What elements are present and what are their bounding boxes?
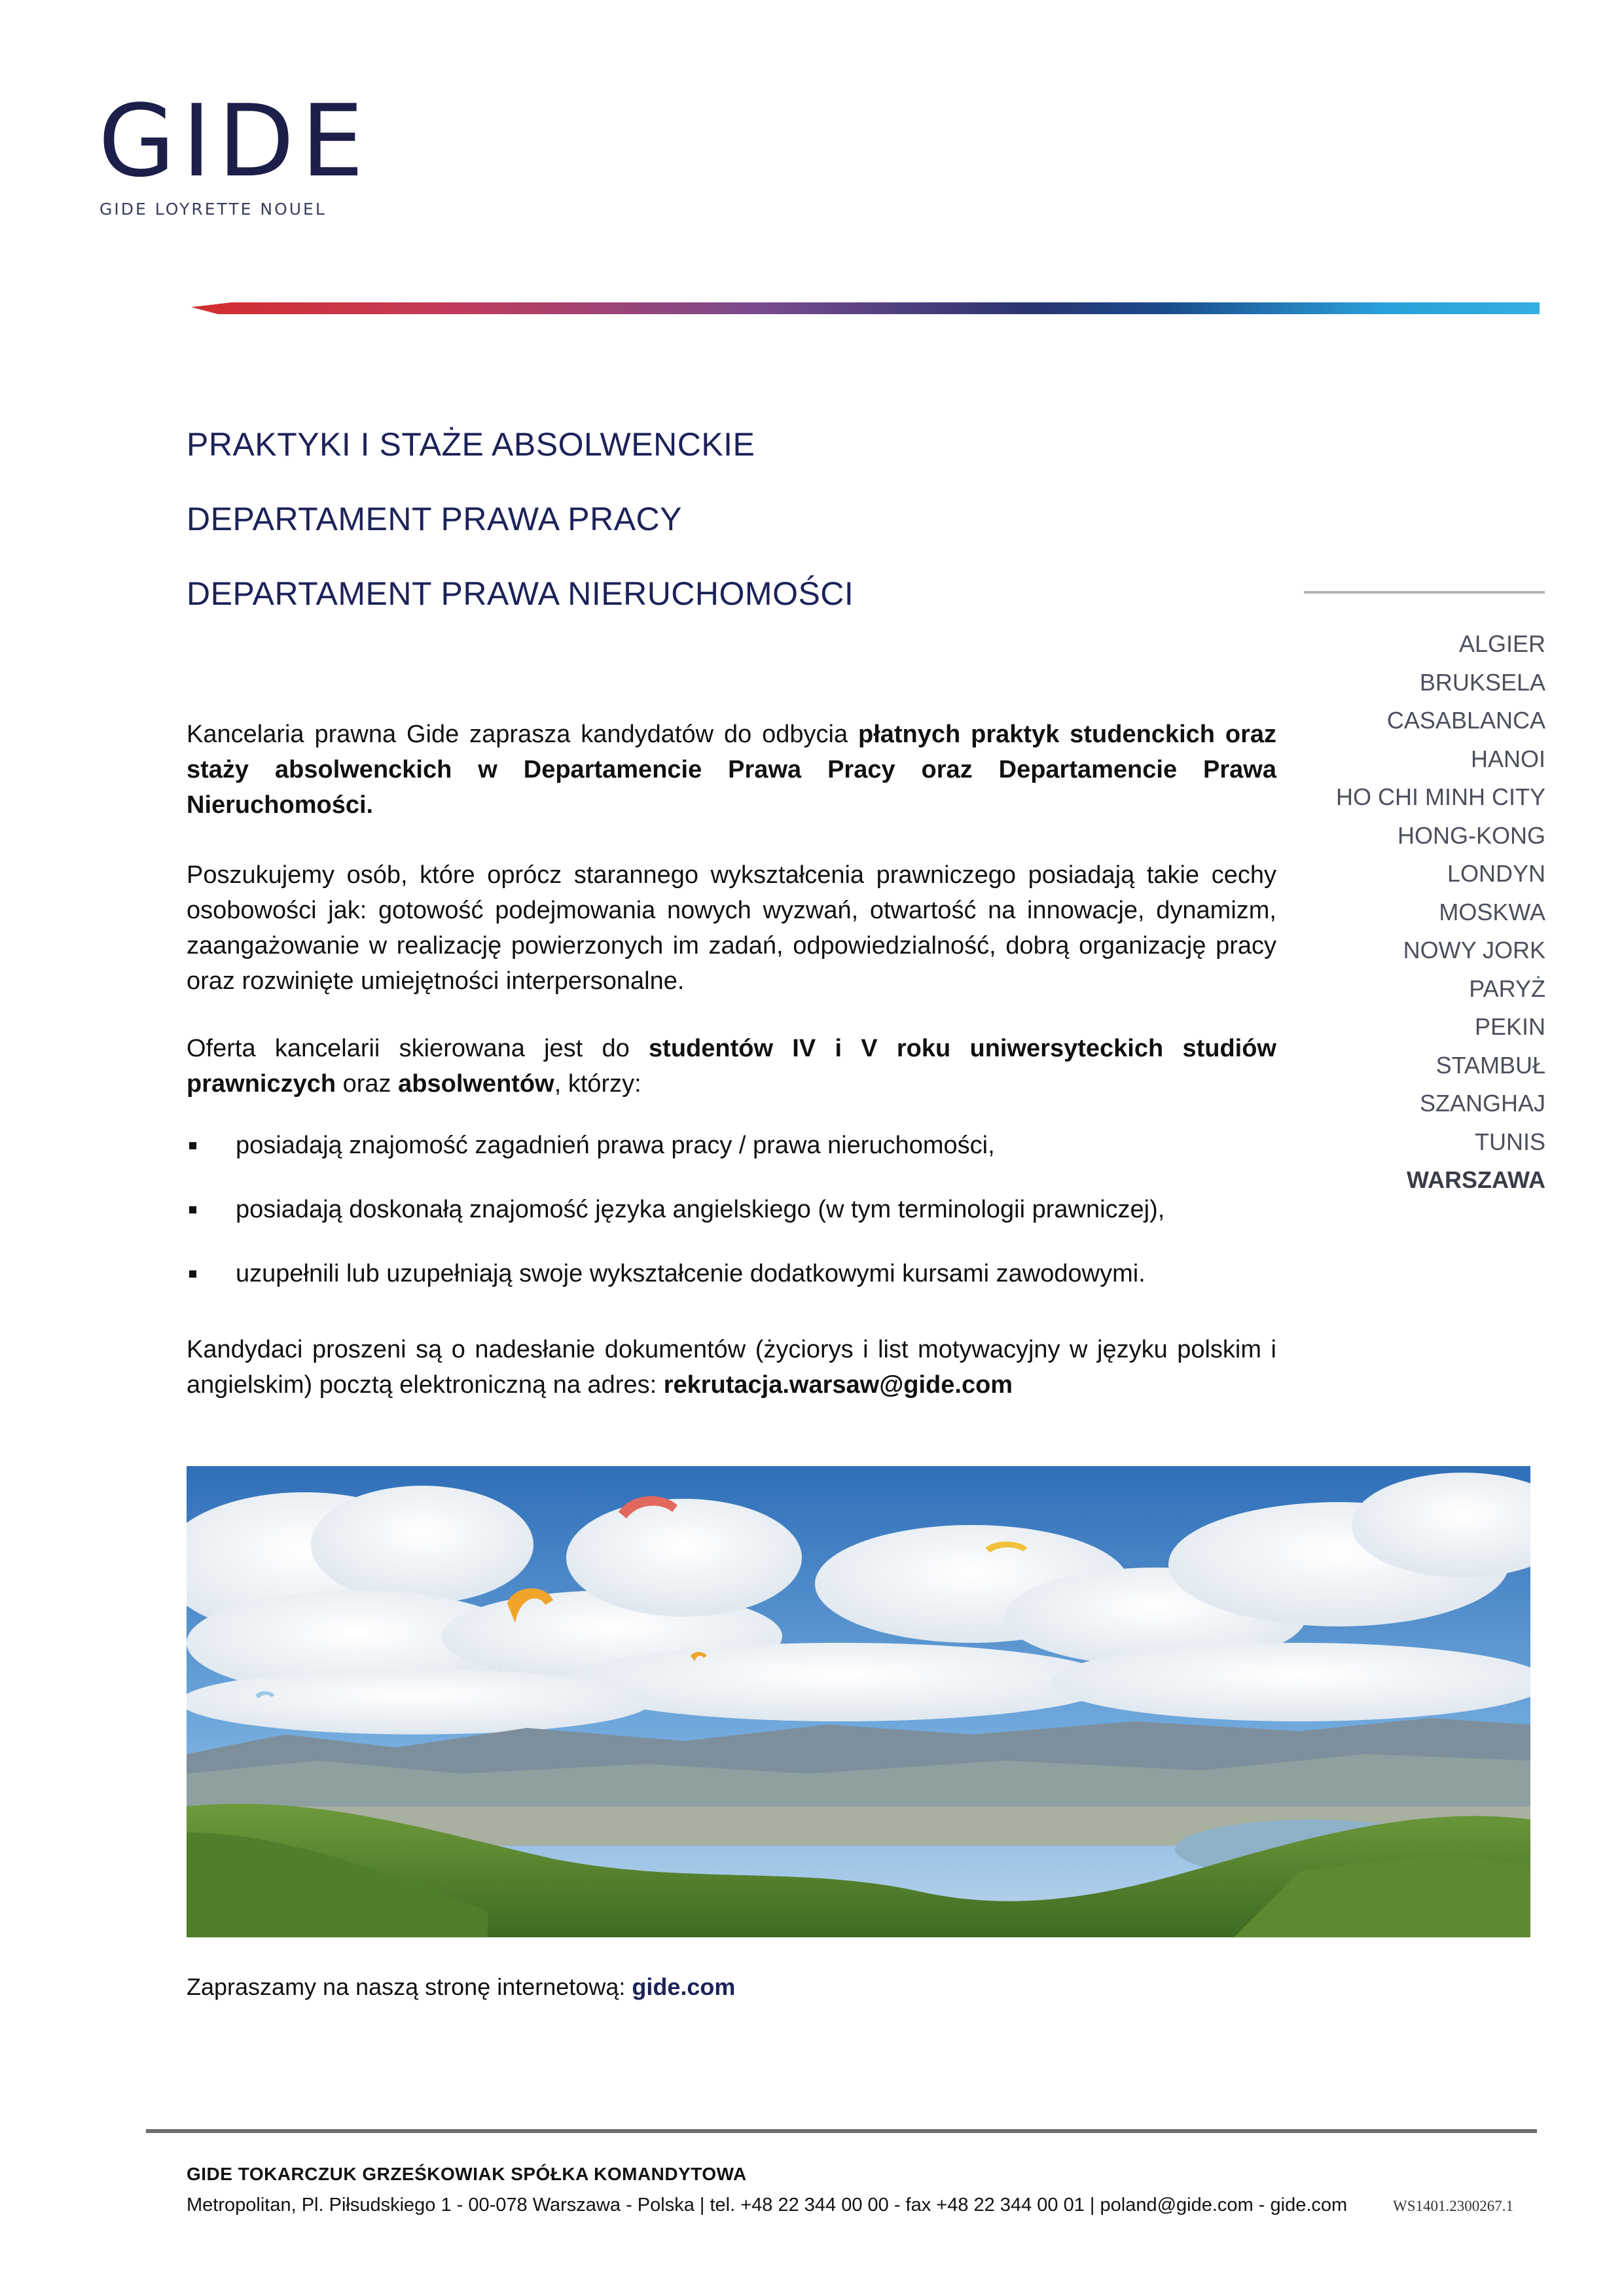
office-city: HANOI bbox=[1470, 745, 1545, 772]
office-city: SZANGHAJ bbox=[1419, 1090, 1545, 1117]
footer-divider bbox=[146, 2129, 1537, 2133]
offer-text-3: , którzy: bbox=[554, 1070, 641, 1098]
footer-company-name: GIDE TOKARCZUK GRZEŚKOWIAK SPÓŁKA KOMANDYTOWA bbox=[187, 2164, 747, 2184]
footer-address: Metropolitan, Pl. Piłsudskiego 1 - 00-078 Warszawa - Polska | tel. +48 22 344 00 00 - fax +48 22 344 00 01 | poland@gide.com - gide.com bbox=[187, 2195, 1348, 2215]
office-city: CASABLANCA bbox=[1386, 707, 1545, 734]
offer-text-1: Oferta kancelarii skierowana jest do bbox=[187, 1035, 649, 1062]
office-list bbox=[1336, 625, 1545, 1200]
offer-bold-students: studentów IV i V roku uniwersyteckich studiów prawniczych bbox=[187, 1035, 1276, 1098]
office-city: HO CHI MINH CITY bbox=[1336, 783, 1545, 810]
list-item bbox=[187, 1128, 1299, 1192]
list-item-text: posiadają znajomość zagadnień prawa pracy / prawa nieruchomości, bbox=[236, 1132, 995, 1159]
gradient-divider bbox=[191, 302, 1540, 314]
intro-paragraph bbox=[187, 717, 1276, 823]
office-city: MOSKWA bbox=[1439, 898, 1545, 925]
offer-paragraph bbox=[187, 1031, 1276, 1102]
list-item-text: uzupełnili lub uzupełniają swoje wykształcenie dodatkowymi kursami zawodowymi. bbox=[236, 1260, 1146, 1287]
list-item-text: posiadają doskonałą znajomość języka angielskiego (w tym terminologii prawniczej), bbox=[236, 1196, 1165, 1223]
office-city-current: WARSZAWA bbox=[1407, 1166, 1545, 1193]
office-city: ALGIER bbox=[1458, 630, 1545, 657]
office-city: PARYŻ bbox=[1469, 975, 1545, 1002]
website-link[interactable]: gide.com bbox=[632, 1973, 736, 2000]
office-city: TUNIS bbox=[1475, 1128, 1545, 1155]
requirements-list bbox=[187, 1128, 1299, 1320]
logo-subtitle: GIDE LOYRETTE NOUEL bbox=[99, 200, 327, 219]
offer-text-2: oraz bbox=[336, 1070, 399, 1098]
department-heading-labour: DEPARTAMENT PRAWA PRACY bbox=[187, 501, 683, 537]
offer-bold-graduates: absolwentów bbox=[398, 1070, 554, 1098]
list-item bbox=[187, 1192, 1299, 1256]
logo-wordmark: GIDE bbox=[98, 83, 370, 199]
application-paragraph bbox=[187, 1332, 1276, 1403]
document-code: WS1401.2300267.1 bbox=[1393, 2198, 1513, 2214]
office-city: STAMBUŁ bbox=[1435, 1051, 1545, 1079]
office-city: HONG-KONG bbox=[1397, 821, 1545, 849]
gide-logo bbox=[98, 83, 370, 199]
intro-bold: płatnych praktyk studenckich oraz staży absolwenckich w Departamencie Prawa Pracy oraz Departamencie Prawa Nieruchomości. bbox=[187, 721, 1277, 819]
list-item bbox=[187, 1256, 1299, 1320]
application-text: Kandydaci proszeni są o nadesłanie dokumentów (życiorys i list motywacyjny w języku polskim i angielskim) pocztą elektroniczną na adres: bbox=[187, 1336, 1276, 1399]
page-title: PRAKTYKI I STAŻE ABSOLWENCKIE bbox=[187, 426, 755, 463]
intro-text: Kancelaria prawna Gide zaprasza kandydatów do odbycia bbox=[187, 721, 858, 748]
department-heading-real-estate: DEPARTAMENT PRAWA NIERUCHOMOŚCI bbox=[187, 575, 854, 612]
square-bullet-icon bbox=[189, 1206, 196, 1213]
qualities-paragraph: Poszukujemy osób, które oprócz starannego wykształcenia prawniczego posiadają takie cechy osobowości jak: gotowość podejmowania nowych wyzwań, otwartość na innowacje, dynamizm, zaangażowanie w realizację powierzonych im zadań, odpowiedzialność, dobrą organizację pracy oraz rozwinięte umiejętności interpersonalne. bbox=[187, 861, 1276, 995]
office-city: BRUKSELA bbox=[1419, 668, 1545, 696]
website-invite bbox=[187, 1973, 735, 2001]
invite-text: Zapraszamy na naszą stronę internetową: bbox=[187, 1973, 632, 2000]
office-city: LONDYN bbox=[1447, 860, 1545, 887]
office-city: PEKIN bbox=[1474, 1013, 1545, 1040]
offices-divider bbox=[1304, 591, 1545, 594]
square-bullet-icon bbox=[189, 1270, 196, 1278]
square-bullet-icon bbox=[189, 1142, 196, 1149]
office-city: NOWY JORK bbox=[1403, 937, 1545, 963]
paragliding-landscape-photo bbox=[187, 1466, 1530, 1937]
recruitment-email[interactable]: rekrutacja.warsaw@gide.com bbox=[663, 1371, 1013, 1399]
